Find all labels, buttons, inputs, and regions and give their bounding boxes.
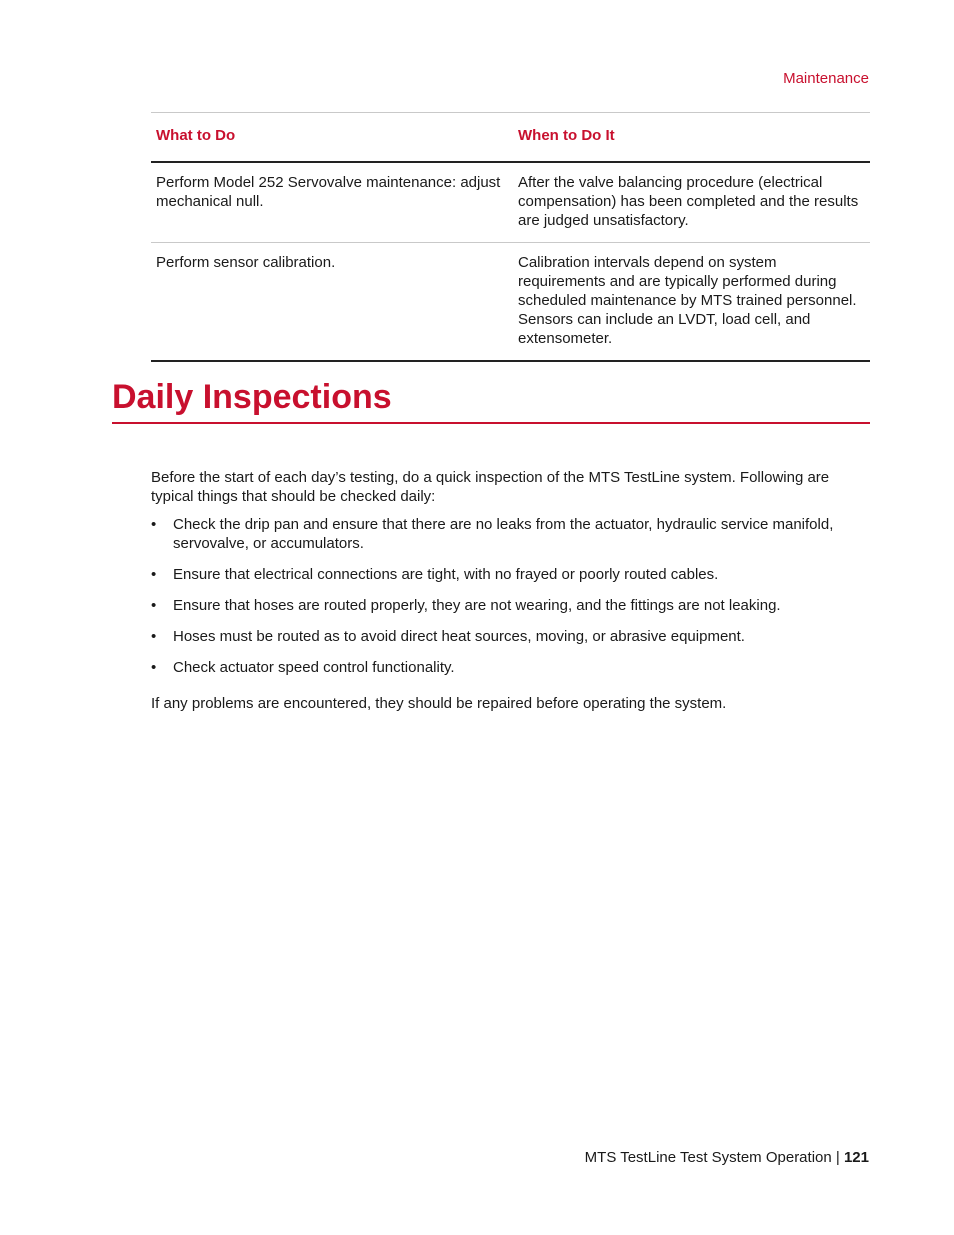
list-item-text: Hoses must be routed as to avoid direct heat sources, moving, or abrasive equipment. — [173, 628, 745, 645]
bullet-icon: • — [151, 516, 157, 533]
list-item-text: Ensure that hoses are routed properly, they are not wearing, and the fittings are not leaking. — [173, 597, 781, 614]
footer-separator: | — [835, 1149, 840, 1166]
list-item — [151, 596, 870, 615]
table-cell-what: Perform sensor calibration. — [151, 243, 513, 362]
list-item — [151, 658, 870, 677]
section-body — [151, 468, 870, 713]
table-cell-when: After the valve balancing procedure (electrical compensation) has been completed and the results are judged unsatisfactory. — [513, 162, 870, 243]
table-row — [151, 162, 870, 243]
bullet-icon: • — [151, 597, 157, 614]
table-cell-what: Perform Model 252 Servovalve maintenance: adjust mechanical null. — [151, 162, 513, 243]
list-item-text: Check the drip pan and ensure that there are no leaks from the actuator, hydraulic service manifold, servovalve, or accumulators. — [173, 516, 834, 552]
section-heading: Daily Inspections — [112, 376, 870, 424]
list-item — [151, 565, 870, 584]
list-item — [151, 515, 870, 553]
intro-paragraph: Before the start of each day’s testing, do a quick inspection of the MTS TestLine system. Following are typical things that should be checked daily: — [151, 469, 830, 505]
maintenance-table — [151, 112, 870, 362]
bullet-icon: • — [151, 659, 157, 676]
page-number: 121 — [843, 1149, 869, 1166]
closing-paragraph: If any problems are encountered, they should be repaired before operating the system. — [151, 695, 727, 712]
table-row — [151, 243, 870, 362]
table-header-row — [151, 113, 870, 163]
inspection-list — [151, 515, 870, 677]
list-item-text: Check actuator speed control functionality. — [173, 659, 455, 676]
page-footer — [585, 1149, 869, 1166]
bullet-icon: • — [151, 628, 157, 645]
bullet-icon: • — [151, 566, 157, 583]
column-header-what: What to Do — [151, 113, 513, 163]
list-item — [151, 627, 870, 646]
running-header-section: Maintenance — [783, 70, 869, 87]
column-header-when: When to Do It — [513, 113, 870, 163]
list-item-text: Ensure that electrical connections are tight, with no frayed or poorly routed cables. — [173, 566, 719, 583]
footer-doc-title: MTS TestLine Test System Operation — [584, 1149, 832, 1166]
table-cell-when: Calibration intervals depend on system requirements and are typically performed during scheduled maintenance by MTS trained personnel. Sensors can include an LVDT, load cell, and extensometer. — [513, 243, 870, 362]
